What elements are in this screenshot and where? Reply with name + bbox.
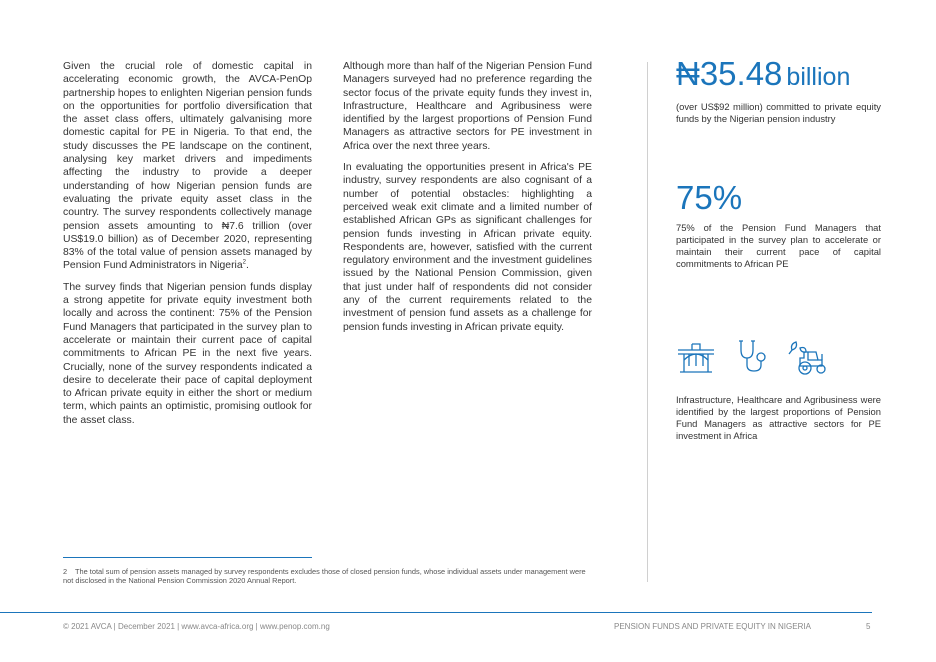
paragraph: Although more than half of the Nigerian Pension Fund Managers surveyed had no preference regarding the sector focus of the private equity funds they invest in, Infrastructure, Healthcare and Agribusiness were identified by the largest proportions of Pension Fund Managers as attractive sectors for PE investment in Africa over the next three years.	[343, 61, 592, 152]
body-column-1	[63, 60, 312, 435]
body-column-2	[343, 60, 592, 342]
stat-value: ₦35.48 billion	[676, 55, 851, 92]
paragraph: Given the crucial role of domestic capital in accelerating economic growth, the AVCA-PenOp partnership hopes to enlighten Nigerian pension funds on the opportunities for portfolio diversification that the asset class offers, ultimately galvanising more domestic capital for PE in Nigeria. To that end, the study discusses the PE landscape on the continent, analysing key market drivers and impediments affecting the industry to provide a deeper understanding of how Nigerian pension funds are evaluating the private equity asset class in the country. The survey respondents collectively manage pension assets amounting to ₦7.6 trillion (over US$19.0 billion) as of December 2020, representing 83% of the total value of pension assets managed by Pension Fund Administrators in Nigeria$^2$.	[63, 61, 312, 272]
column-divider	[647, 62, 648, 582]
footnote-divider	[63, 557, 312, 558]
stat-value: 75%	[676, 179, 743, 216]
page-number: 5	[866, 622, 871, 631]
sectors-description: Infrastructure, Healthcare and Agribusiness were identified by the largest proportions of Pension Fund Managers as attractive sectors for PE investment in Africa	[676, 394, 881, 441]
bridge-icon	[676, 338, 716, 374]
stat-percentage	[676, 180, 881, 270]
footnote	[63, 567, 593, 586]
sector-icons	[676, 338, 836, 378]
footer-report-title: PENSION FUNDS AND PRIVATE EQUITY IN NIGERIA	[614, 622, 811, 631]
stat-description: (over US$92 million) committed to private equity funds by the Nigerian pension industry	[676, 101, 881, 124]
footnote-text: The total sum of pension assets managed by survey respondents excludes those of closed pension funds, whose individual assets under management were not disclosed in the National Pension Commission 2020 Annual Report.	[63, 567, 586, 586]
footer-divider	[0, 612, 872, 613]
stat-description: 75% of the Pension Fund Managers that participated in the survey plan to accelerate or maintain their current pace of capital commitments to African PE	[676, 222, 881, 269]
footer-copyright[interactable]: © 2021 AVCA | December 2021 | www.avca-africa.org | www.penop.com.ng	[63, 622, 330, 631]
paragraph: In evaluating the opportunities present in Africa's PE industry, survey respondents are also cognisant of a number of potential obstacles: highlighting a perceived weak exit climate and a limited number of established African GPs as significant challenges for pension funds investing in African private equity. Respondents are, however, satisfied with the current regulatory environment and the investment guidelines issued by the National Pension Commission, given that just under half of respondents did not consider any of the current requirements related to the investment of pension fund assets as a challenge for pension funds investing in African private equity.	[343, 162, 592, 333]
footnote-ref[interactable]: 2	[242, 259, 246, 266]
sectors-caption	[676, 388, 881, 442]
stethoscope-icon	[736, 338, 768, 374]
tractor-icon	[786, 338, 830, 376]
paragraph: The survey finds that Nigerian pension funds display a strong appetite for private equity investment both locally and across the continent: 75% of the Pension Fund Managers that participated in the survey plan to accelerate or maintain their current pace of capital commitments to African PE in the next five years. Crucially, none of the survey respondents indicated a desire to decelerate their pace of capital deployment to African private equity in either the short or medium term, which paints an optimistic, promising outlook for the asset class.	[63, 281, 312, 426]
footnote-number: 2	[63, 567, 68, 576]
stat-commitment	[676, 56, 881, 125]
